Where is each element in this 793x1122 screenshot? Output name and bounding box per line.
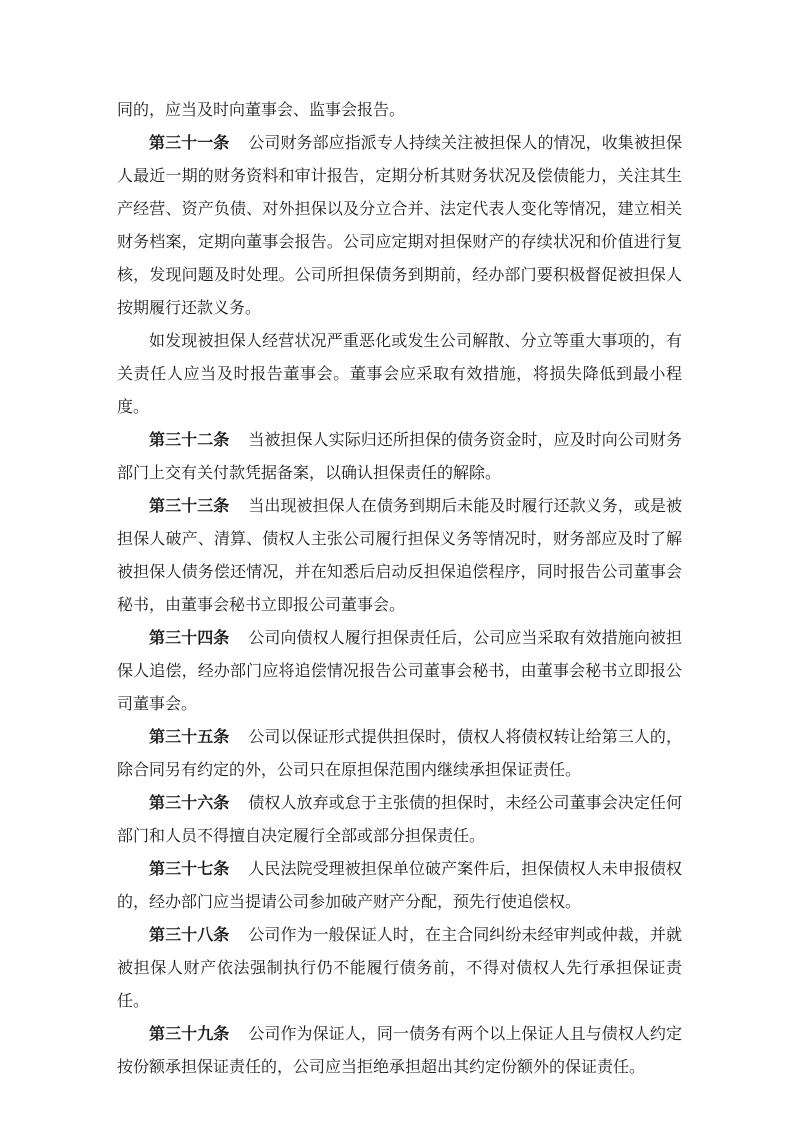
paragraph-text: 当被担保人实际归还所担保的债务资金时，应及时向公司财务部门上交有关付款凭据备案，以确认担保责任的解除。 (117, 432, 682, 482)
body-paragraph (117, 94, 682, 127)
article-number: 第三十七条 (149, 861, 230, 878)
article-paragraph (117, 721, 682, 787)
article-paragraph (117, 622, 682, 721)
paragraph-text: 人民法院受理被担保单位破产案件后，担保债权人未申报债权的，经办部门应当提请公司参加破产财产分配，预先行使追偿权。 (117, 861, 682, 911)
paragraph-text: 公司作为一般保证人时，在主合同纠纷未经审判或仲裁，并就被担保人财产依法强制执行仍不能履行债务前，不得对债权人先行承担保证责任。 (117, 927, 682, 1010)
article-number: 第三十八条 (149, 927, 230, 944)
document-body (117, 94, 682, 1084)
article-paragraph (117, 1018, 682, 1084)
paragraph-text: 公司以保证形式提供担保时，债权人将债权转让给第三人的，除合同另有约定的外，公司只在原担保范围内继续承担保证责任。 (117, 729, 682, 779)
article-number: 第三十三条 (149, 498, 230, 515)
paragraph-text: 同的，应当及时向董事会、监事会报告。 (117, 102, 406, 119)
article-number: 第三十九条 (149, 1026, 230, 1043)
article-number: 第三十四条 (149, 630, 230, 647)
article-number: 第三十一条 (149, 135, 230, 152)
paragraph-text: 债权人放弃或怠于主张债的担保时，未经公司董事会决定任何部门和人员不得擅自决定履行全部或部分担保责任。 (117, 795, 682, 845)
paragraph-text: 公司向债权人履行担保责任后，公司应当采取有效措施向被担保人追偿，经办部门应将追偿情况报告公司董事会秘书，由董事会秘书立即报公司董事会。 (117, 630, 682, 713)
article-paragraph (117, 127, 682, 325)
article-paragraph (117, 787, 682, 853)
article-paragraph (117, 424, 682, 490)
article-paragraph (117, 919, 682, 1018)
paragraph-text: 如发现被担保人经营状况严重恶化或发生公司解散、分立等重大事项的，有关责任人应当及时报告董事会。董事会应采取有效措施，将损失降低到最小程度。 (117, 333, 682, 416)
paragraph-text: 当出现被担保人在债务到期后未能及时履行还款义务，或是被担保人破产、清算、债权人主张公司履行担保义务等情况时，财务部应及时了解被担保人债务偿还情况，并在知悉后启动反担保追偿程序，同时报告公司董事会秘书，由董事会秘书立即报公司董事会。 (117, 498, 682, 614)
paragraph-text: 公司作为保证人，同一债务有两个以上保证人且与债权人约定按份额承担保证责任的，公司应当拒绝承担超出其约定份额外的保证责任。 (117, 1026, 682, 1076)
article-paragraph (117, 853, 682, 919)
article-number: 第三十二条 (149, 432, 230, 449)
article-number: 第三十五条 (149, 729, 230, 746)
body-paragraph (117, 325, 682, 424)
article-paragraph (117, 490, 682, 622)
paragraph-text: 公司财务部应指派专人持续关注被担保人的情况，收集被担保人最近一期的财务资料和审计报告，定期分析其财务状况及偿债能力，关注其生产经营、资产负债、对外担保以及分立合并、法定代表人变化等情况，建立相关财务档案，定期向董事会报告。公司应定期对担保财产的存续状况和价值进行复核，发现问题及时处理。公司所担保债务到期前，经办部门要积极督促被担保人按期履行还款义务。 (117, 135, 682, 317)
article-number: 第三十六条 (149, 795, 230, 812)
